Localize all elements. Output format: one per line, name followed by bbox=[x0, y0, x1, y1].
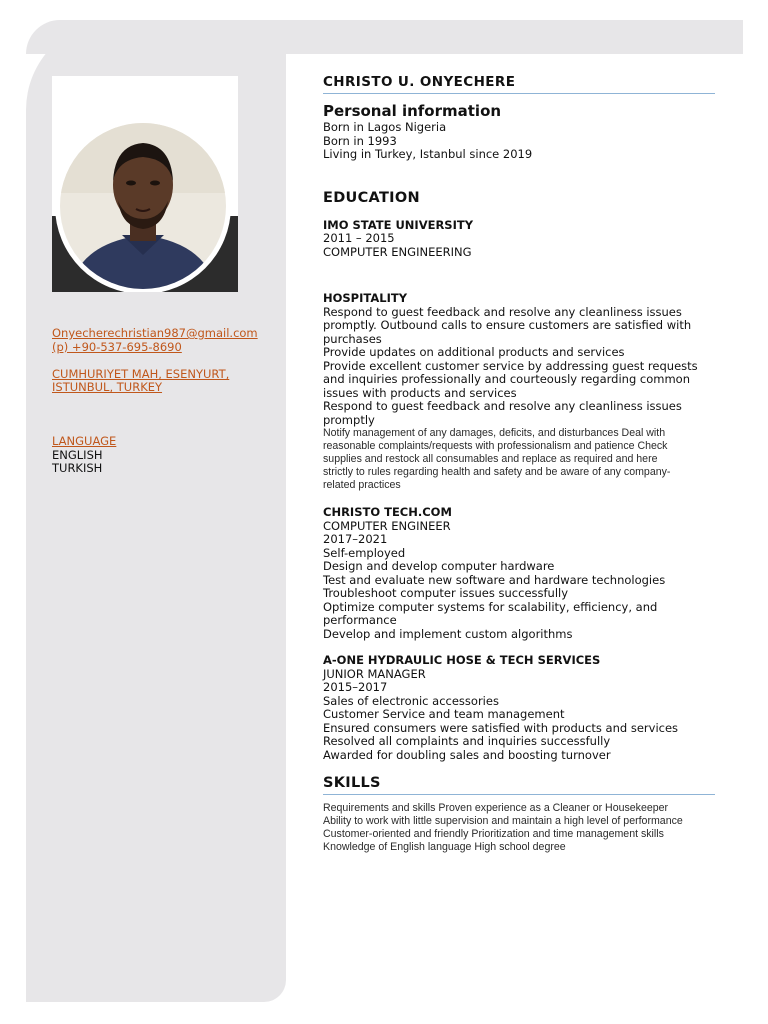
hospitality-line: issues with products and services bbox=[323, 385, 517, 400]
job-line: Resolved all complaints and inquiries successfully bbox=[323, 734, 611, 748]
personal-line: Born in Lagos Nigeria bbox=[323, 120, 447, 134]
job-line: Customer Service and team management bbox=[323, 707, 565, 721]
hospitality-line: Respond to guest feedback and resolve any cleanliness issues bbox=[323, 304, 682, 319]
email-link[interactable]: Onyecherechristian987@gmail.com bbox=[52, 326, 258, 340]
job-line: Design and develop computer hardware bbox=[323, 559, 555, 573]
personal-info-heading: Personal information bbox=[323, 102, 502, 120]
hospitality-note: related practices bbox=[323, 479, 401, 491]
avatar bbox=[55, 118, 231, 292]
job-line: Awarded for doubling sales and boosting turnover bbox=[323, 747, 611, 762]
hospitality-line: promptly bbox=[323, 412, 375, 427]
hospitality-line: promptly. Outbound calls to ensure customers are satisfied with bbox=[323, 318, 692, 332]
hospitality-line: and inquiries professionally and courteously regarding common bbox=[323, 372, 691, 386]
main-column bbox=[323, 74, 715, 854]
job-line: Optimize computer systems for scalability, efficiency, and bbox=[323, 599, 658, 614]
hospitality-note: supplies and restock all consumables and replace as required and here bbox=[323, 453, 658, 465]
school-name: IMO STATE UNIVERSITY bbox=[323, 217, 474, 232]
job-line: Troubleshoot computer issues successfully bbox=[323, 586, 569, 600]
job-line: JUNIOR MANAGER bbox=[323, 666, 426, 681]
language-heading[interactable]: LANGUAGE bbox=[52, 434, 117, 448]
job-company: CHRISTO TECH.COM bbox=[323, 505, 452, 519]
job-line: 2017–2021 bbox=[323, 532, 388, 546]
language-item: ENGLISH bbox=[52, 448, 103, 462]
hospitality-line: purchases bbox=[323, 331, 382, 346]
education-heading: EDUCATION bbox=[323, 189, 420, 206]
hospitality-note: strictly to rules regarding health and safety and be aware of any company- bbox=[323, 466, 671, 478]
job-line: Self-employed bbox=[323, 545, 406, 560]
hospitality-heading: HOSPITALITY bbox=[323, 291, 408, 305]
education-years: 2011 – 2015 bbox=[323, 231, 395, 245]
job-line: 2015–2017 bbox=[323, 680, 388, 694]
phone-link[interactable]: (p) +90-537-695-8690 bbox=[52, 340, 182, 354]
language-item: TURKISH bbox=[52, 461, 103, 475]
job-line: Develop and implement custom algorithms bbox=[323, 626, 573, 641]
hospitality-line: Provide updates on additional products and services bbox=[323, 345, 625, 359]
personal-line: Born in 1993 bbox=[323, 133, 397, 148]
address-line-2[interactable]: ISTUNBUL, TURKEY bbox=[52, 380, 163, 394]
job-line: COMPUTER ENGINEER bbox=[323, 518, 451, 533]
hospitality-note: Notify management of any damages, deficits, and disturbances Deal with bbox=[323, 427, 666, 439]
address-line-1[interactable]: CUMHURIYET MAH, ESENYURT, bbox=[52, 367, 230, 381]
profile-photo bbox=[52, 76, 238, 292]
job-line: Test and evaluate new software and hardware technologies bbox=[323, 572, 666, 587]
skill-line: Customer-oriented and friendly Prioritization and time management skills bbox=[323, 828, 664, 840]
hospitality-line: Provide excellent customer service by addressing guest requests bbox=[323, 358, 698, 373]
job-company: A-ONE HYDRAULIC HOSE & TECH SERVICES bbox=[323, 653, 601, 667]
portrait-icon bbox=[60, 123, 226, 289]
skill-line: Ability to work with little supervision and maintain a high level of performance bbox=[323, 815, 683, 827]
skills-heading: SKILLS bbox=[323, 775, 715, 795]
skill-line: Knowledge of English language High school degree bbox=[323, 841, 566, 853]
job-line: Sales of electronic accessories bbox=[323, 693, 499, 708]
education-field: COMPUTER ENGINEERING bbox=[323, 244, 472, 259]
personal-line: Living in Turkey, Istanbul since 2019 bbox=[323, 147, 533, 161]
hospitality-note: reasonable complaints/requests with professionalism and patience Check bbox=[323, 440, 668, 452]
candidate-name: CHRISTO U. ONYECHERE bbox=[323, 74, 715, 94]
job-line: performance bbox=[323, 613, 397, 627]
skill-line: Requirements and skills Proven experience as a Cleaner or Housekeeper bbox=[323, 802, 669, 814]
hospitality-line: Respond to guest feedback and resolve any cleanliness issues bbox=[323, 399, 682, 413]
job-line: Ensured consumers were satisfied with products and services bbox=[323, 720, 679, 735]
